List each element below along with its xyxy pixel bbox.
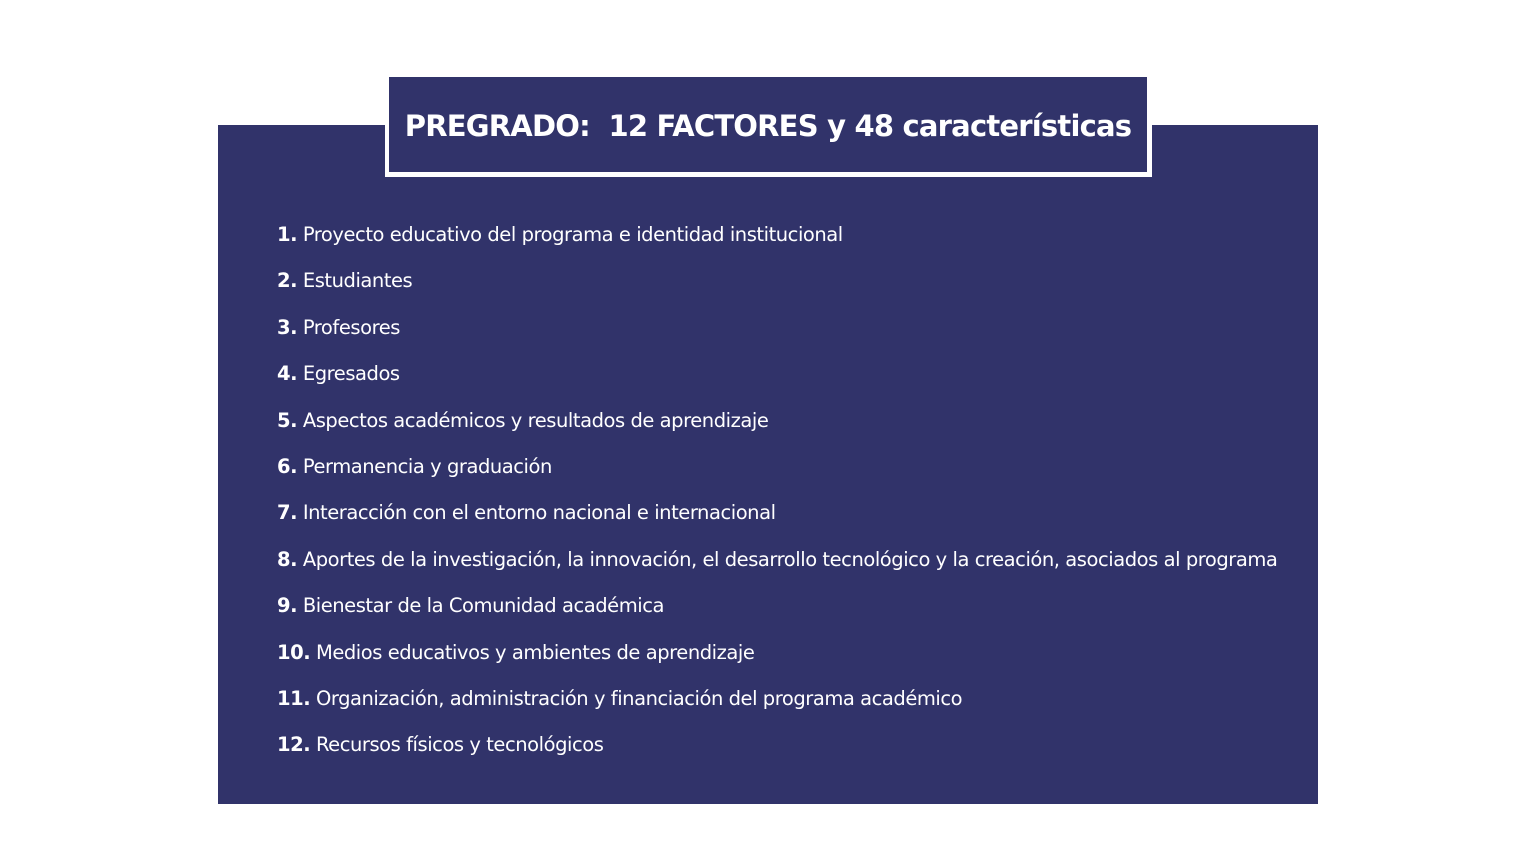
factor-item xyxy=(277,729,1277,775)
factor-label: Aportes de la investigación, la innovación, el desarrollo tecnológico y la creación, asociados al programa xyxy=(302,547,1278,571)
factor-label: Permanencia y graduación xyxy=(302,454,552,478)
factor-number: 6. xyxy=(277,454,298,478)
factor-label: Proyecto educativo del programa e identidad institucional xyxy=(302,223,843,246)
factor-number: 2. xyxy=(277,269,298,293)
factor-item xyxy=(277,497,1277,543)
factor-label: Estudiantes xyxy=(302,269,413,293)
factor-item xyxy=(277,405,1277,451)
factor-number: 5. xyxy=(277,408,298,432)
factor-item xyxy=(277,683,1277,729)
slide-title: PREGRADO: 12 FACTORES y 48 características xyxy=(404,109,1132,143)
factor-list xyxy=(277,219,1277,776)
factor-label: Interacción con el entorno nacional e internacional xyxy=(302,501,776,525)
factor-number: 4. xyxy=(277,362,298,386)
factor-label: Recursos físicos y tecnológicos xyxy=(315,733,604,757)
factor-number: 10. xyxy=(277,640,311,664)
factor-item xyxy=(277,637,1277,683)
factor-label: Medios educativos y ambientes de aprendizaje xyxy=(315,640,755,664)
factor-item xyxy=(277,358,1277,404)
factor-number: 9. xyxy=(277,594,298,618)
factor-number: 3. xyxy=(277,315,298,339)
factor-label: Egresados xyxy=(302,362,400,386)
factor-label: Bienestar de la Comunidad académica xyxy=(302,594,664,618)
factor-number: 7. xyxy=(277,501,298,525)
factor-number: 1. xyxy=(277,223,298,246)
factor-number: 8. xyxy=(277,547,298,571)
factor-label: Profesores xyxy=(302,315,400,339)
factor-number: 11. xyxy=(277,686,311,710)
factor-item xyxy=(277,265,1277,311)
factor-item xyxy=(277,544,1277,590)
factor-item xyxy=(277,590,1277,636)
factor-item xyxy=(277,451,1277,497)
factor-number: 12. xyxy=(277,733,311,757)
factor-item xyxy=(277,219,1277,265)
factor-label: Aspectos académicos y resultados de aprendizaje xyxy=(302,408,769,432)
title-box xyxy=(389,77,1147,172)
factor-label: Organización, administración y financiación del programa académico xyxy=(315,686,963,710)
factor-item xyxy=(277,312,1277,358)
